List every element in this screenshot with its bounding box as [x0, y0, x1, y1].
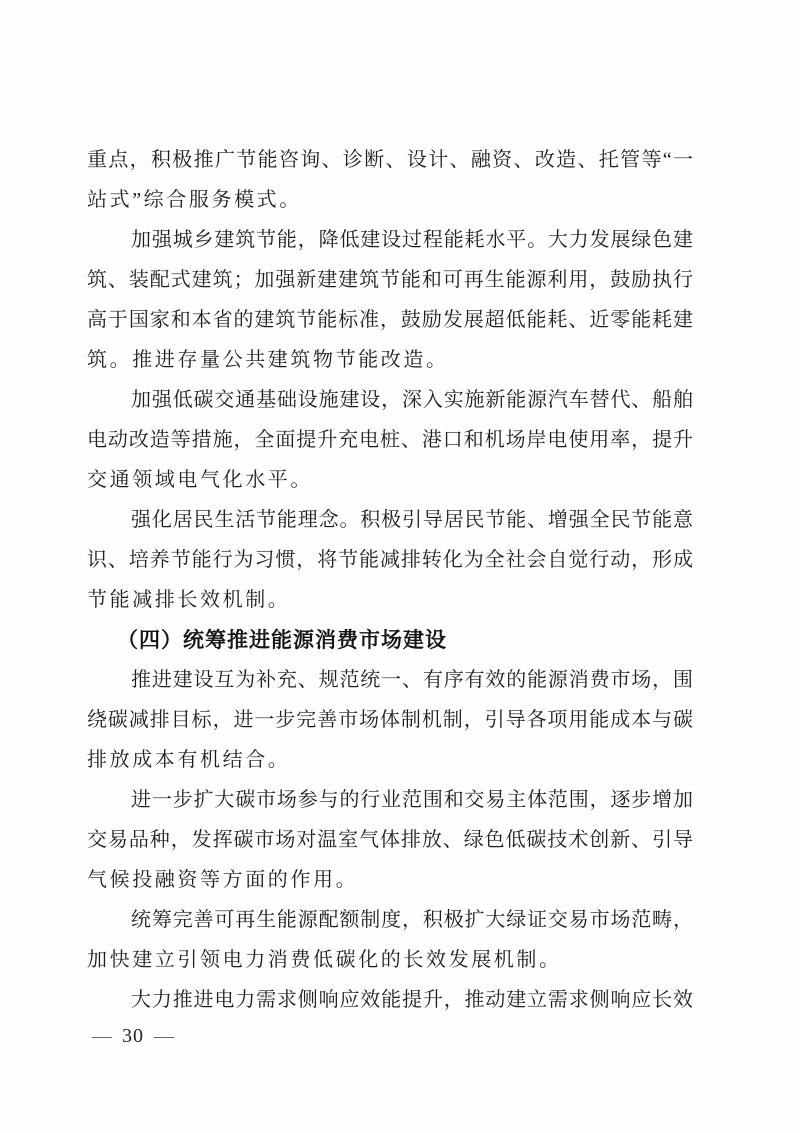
text-line: 绕碳减排目标，进一步完善市场体制机制，引导各项用能成本与碳 — [87, 709, 693, 731]
text-line: 识、培养节能行为习惯，将节能减排转化为全社会自觉行动，形成 — [87, 549, 693, 571]
footer-dash-left: — — [92, 1025, 112, 1047]
text-line: 大力推进电力需求侧响应效能提升，推动建立需求侧响应长效 — [131, 989, 693, 1011]
text-line: 交易品种，发挥碳市场对温室气体排放、绿色低碳技术创新、引导 — [87, 829, 693, 851]
text-line: 筑、装配式建筑；加强新建建筑节能和可再生能源利用，鼓励执行 — [87, 269, 693, 291]
footer-dash-right: — — [154, 1025, 174, 1047]
text-line: 交通领域电气化水平。 — [87, 469, 313, 491]
text-line: 加快建立引领电力消费低碳化的长效发展机制。 — [87, 949, 562, 971]
text-line: 电动改造等措施，全面提升充电桩、港口和机场岸电使用率，提升 — [87, 429, 693, 451]
page-number: 30 — [122, 1025, 144, 1047]
text-line: 节能减排长效机制。 — [87, 589, 291, 611]
text-line: 筑。推进存量公共建筑物节能改造。 — [87, 349, 449, 371]
text-line: 气候投融资等方面的作用。 — [87, 869, 359, 891]
text-line: 高于国家和本省的建筑节能标准，鼓励发展超低能耗、近零能耗建 — [87, 309, 693, 331]
text-line: 站式”综合服务模式。 — [87, 189, 302, 211]
text-line: 进一步扩大碳市场参与的行业范围和交易主体范围，逐步增加 — [131, 789, 693, 811]
text-line: 重点，积极推广节能咨询、诊断、设计、融资、改造、托管等“一 — [87, 149, 693, 171]
section-heading: （四）统筹推进能源消费市场建设 — [117, 628, 447, 652]
page-footer — [92, 1024, 174, 1048]
text-line: 推进建设互为补充、规范统一、有序有效的能源消费市场，围 — [131, 669, 693, 691]
text-line: 加强低碳交通基础设施建设，深入实施新能源汽车替代、船舶 — [131, 389, 693, 411]
text-line: 排放成本有机结合。 — [87, 749, 291, 771]
document-body — [87, 140, 693, 1020]
text-line: 加强城乡建筑节能，降低建设过程能耗水平。大力发展绿色建 — [131, 229, 693, 251]
text-line: 强化居民生活节能理念。积极引导居民节能、增强全民节能意 — [131, 509, 693, 531]
text-line: 统筹完善可再生能源配额制度，积极扩大绿证交易市场范畴， — [131, 909, 693, 931]
